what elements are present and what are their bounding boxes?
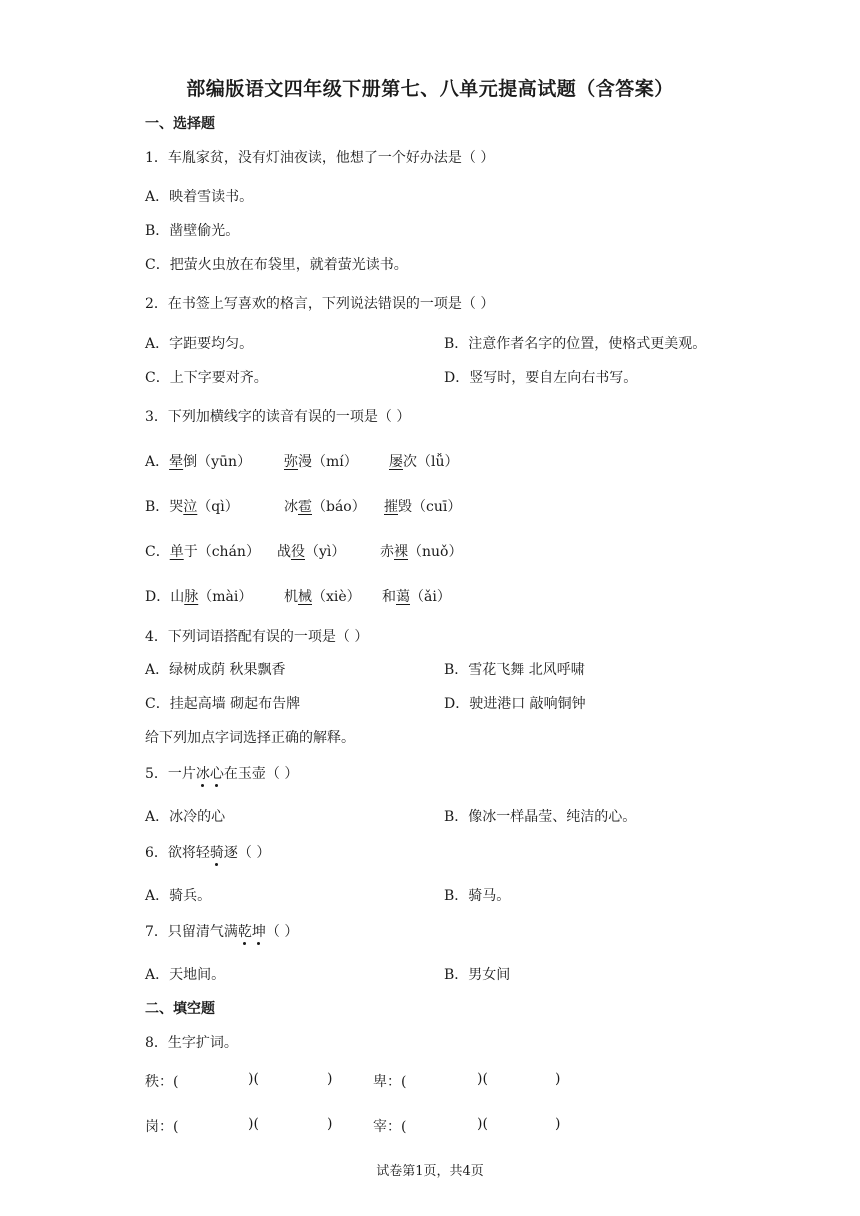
question-3-option-a-word-3 — [389, 451, 459, 471]
pinyin-text: 毁（cuī） — [398, 499, 462, 515]
section-heading-choice: 一、选择题 — [145, 116, 215, 132]
question-4-option-c: C．挂起高墙 砌起布告牌 — [145, 696, 301, 712]
question-1-stem: 1．车胤家贫，没有灯油夜读，他想了一个好办法是（ ） — [145, 150, 495, 166]
page-title: 部编版语文四年级下册第七、八单元提高试题（含答案） — [186, 78, 674, 100]
question-6-option-b: B．骑马。 — [444, 888, 511, 904]
question-3-option-c-word-2 — [277, 541, 345, 561]
stem-suffix: 逐（ ） — [223, 845, 271, 861]
question-7-option-a: A．天地间。 — [145, 967, 226, 983]
stem-prefix: 7．只留清气满 — [145, 924, 238, 940]
section-heading-fill: 二、填空题 — [145, 1001, 215, 1017]
question-7-option-b: B．男女间 — [444, 967, 511, 983]
question-6-stem — [145, 842, 270, 862]
underlined-char: 械 — [298, 589, 312, 605]
pinyin-text: （ǎi） — [410, 589, 451, 605]
option-label: D． — [145, 589, 171, 605]
underlined-char: 弥 — [284, 454, 298, 470]
word-blank-end: ) — [327, 1071, 333, 1087]
option-label: B． — [145, 499, 170, 515]
question-3-option-b-word-3 — [384, 496, 461, 516]
dotted-char: 乾 — [237, 924, 252, 940]
word-blank-mid: )( — [477, 1071, 488, 1087]
question-4-stem: 4．下列词语搭配有误的一项是（ ） — [145, 629, 369, 645]
question-3-option-a — [145, 451, 251, 471]
question-3-option-b-word-2 — [284, 496, 366, 516]
word-blank-mid: )( — [477, 1116, 488, 1132]
question-3-option-d-word-2 — [284, 586, 361, 606]
question-2-stem: 2．在书签上写喜欢的格言，下列说法错误的一项是（ ） — [145, 296, 495, 312]
plain-char: 和 — [382, 589, 396, 605]
option-label: A． — [145, 454, 170, 470]
question-2-option-b: B．注意作者名字的位置，使格式更美观。 — [444, 336, 707, 352]
underlined-char: 裸 — [394, 544, 408, 560]
pinyin-text: （xiè） — [312, 589, 361, 605]
word-blank-start: 宰：( — [373, 1119, 407, 1135]
plain-char: 哭 — [169, 499, 184, 515]
question-3-option-c-word-3 — [380, 541, 462, 561]
question-4-option-d: D．驶进港口 敲响铜钟 — [444, 696, 586, 712]
pinyin-text: （báo） — [312, 499, 366, 515]
pinyin-text: （qì） — [197, 499, 239, 515]
question-4-option-b: B．雪花飞舞 北风呼啸 — [444, 662, 585, 678]
underlined-char: 役 — [291, 544, 305, 560]
page-footer: 试卷第1页，共4页 — [376, 1164, 484, 1179]
question-8-stem: 8．生字扩词。 — [145, 1035, 238, 1051]
stem-suffix: （ ） — [265, 924, 299, 940]
pinyin-text: （mài） — [198, 589, 253, 605]
question-2-option-a: A．字距要均匀。 — [145, 336, 254, 352]
question-3-option-d — [145, 586, 252, 606]
dotted-char: 骑 — [209, 845, 224, 861]
plain-char: 山 — [170, 589, 185, 605]
plain-char: 战 — [277, 544, 291, 560]
word-blank-start: 秩：( — [145, 1074, 179, 1090]
word-blank-start: 卑：( — [373, 1074, 407, 1090]
dotted-char: 冰 — [195, 766, 210, 782]
question-3-option-d-word-3 — [382, 586, 451, 606]
option-label: C． — [145, 544, 170, 560]
underlined-char: 晕 — [169, 454, 184, 470]
word-blank-end: ) — [327, 1116, 333, 1132]
question-3-stem: 3．下列加横线字的读音有误的一项是（ ） — [145, 409, 411, 425]
plain-char: 冰 — [284, 499, 298, 515]
question-1-option-a: A．映着雪读书。 — [145, 189, 254, 205]
underlined-char: 蔼 — [396, 589, 410, 605]
question-4-option-a: A．绿树成荫 秋果飘香 — [145, 662, 286, 678]
stem-prefix: 5．一片 — [145, 766, 196, 782]
pinyin-text: 于（chán） — [183, 544, 260, 560]
underlined-char: 屡 — [389, 454, 403, 470]
underlined-char: 泣 — [183, 499, 198, 515]
plain-char: 赤 — [380, 544, 394, 560]
question-7-stem — [145, 921, 298, 941]
underlined-char: 摧 — [384, 499, 398, 515]
question-3-option-a-word-2 — [284, 451, 358, 471]
plain-char: 机 — [284, 589, 298, 605]
question-1-option-b: B．凿壁偷光。 — [145, 223, 240, 239]
question-2-option-d: D．竖写时，要自左向右书写。 — [444, 370, 638, 386]
dotted-char: 坤 — [251, 924, 266, 940]
question-2-option-c: C．上下字要对齐。 — [145, 370, 268, 386]
instruction-text: 给下列加点字词选择正确的解释。 — [145, 730, 355, 746]
pinyin-text: 倒（yūn） — [183, 454, 252, 470]
pinyin-text: 次（lǚ） — [403, 454, 459, 470]
question-5-stem — [145, 763, 298, 783]
question-1-option-c: C．把萤火虫放在布袋里，就着萤光读书。 — [145, 257, 408, 273]
word-blank-mid: )( — [248, 1116, 259, 1132]
underlined-char: 单 — [169, 544, 184, 560]
question-5-option-b: B．像冰一样晶莹、纯洁的心。 — [444, 809, 637, 825]
word-blank-end: ) — [555, 1116, 561, 1132]
stem-suffix: 在玉壶（ ） — [223, 766, 299, 782]
question-3-option-b — [145, 496, 239, 516]
pinyin-text: 漫（mí） — [298, 454, 358, 470]
dotted-char: 心 — [209, 766, 224, 782]
pinyin-text: （nuǒ） — [408, 544, 463, 560]
word-blank-start: 岗：( — [145, 1119, 179, 1135]
word-blank-end: ) — [555, 1071, 561, 1087]
question-6-option-a: A．骑兵。 — [145, 888, 212, 904]
word-blank-mid: )( — [248, 1071, 259, 1087]
stem-prefix: 6．欲将轻 — [145, 845, 210, 861]
pinyin-text: （yì） — [305, 544, 346, 560]
question-5-option-a: A．冰冷的心 — [145, 809, 226, 825]
underlined-char: 雹 — [298, 499, 312, 515]
question-3-option-c — [145, 541, 260, 561]
underlined-char: 脉 — [184, 589, 199, 605]
